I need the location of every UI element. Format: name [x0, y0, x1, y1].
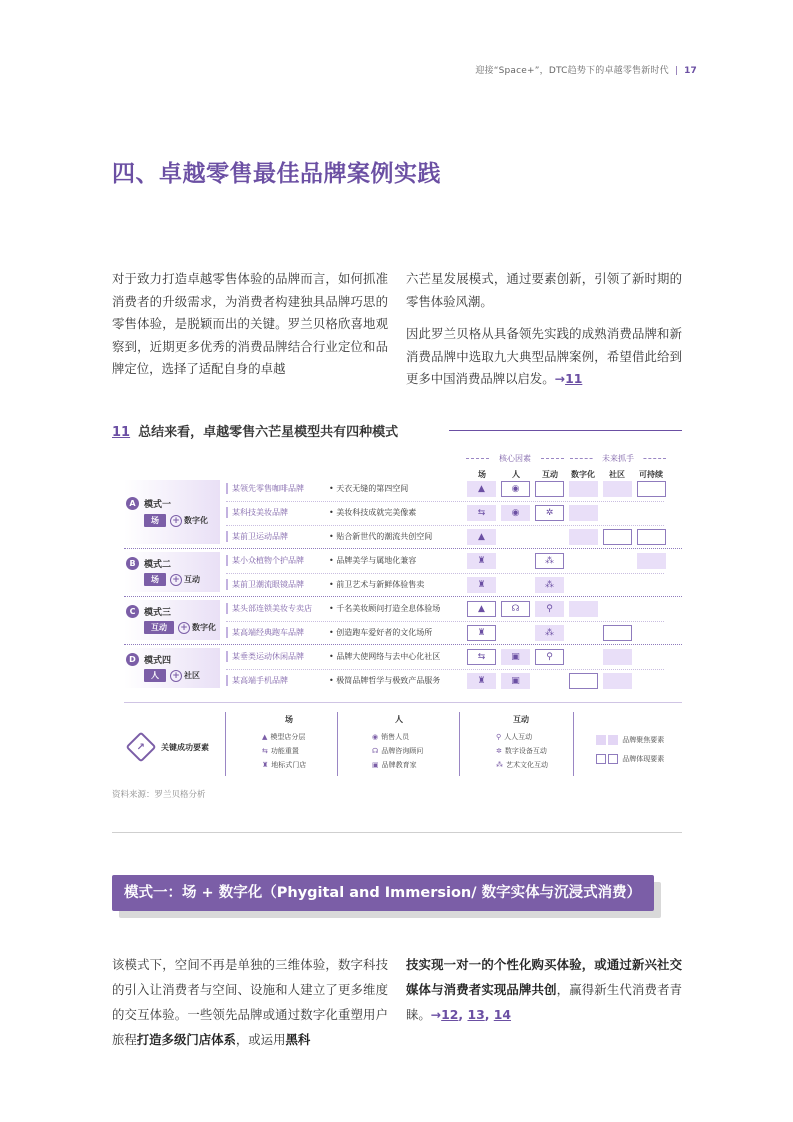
intro-right-p1: 六芒星发展模式，通过要素创新，引领了新时期的零售体验风潮。 [406, 271, 682, 309]
mode-separator [124, 644, 682, 645]
mode-one-banner: 模式一：场 + 数字化（Phygital and Immersion/ 数字实体与沉浸式消费） [112, 875, 654, 911]
figure-refs-link[interactable]: →12, 13, 14 [430, 1007, 512, 1022]
legend-divider [337, 712, 338, 776]
brand-a1: 某领先零售咖啡品牌 [226, 483, 304, 494]
mode-a-shade [124, 480, 220, 544]
cell-field-icon: ♜ [467, 553, 496, 569]
col-head-community: 社区 [609, 470, 625, 479]
cell-interaction-icon: ⚲ [535, 601, 564, 617]
legend-divider [573, 712, 574, 776]
cell-field-icon: ▲ [467, 601, 496, 617]
figure-title [112, 421, 682, 439]
cell-people-icon: ▣ [501, 673, 530, 689]
section-divider [112, 832, 682, 833]
cell-people-icon: ◉ [501, 505, 530, 521]
col-head-sustainable: 可持续 [639, 470, 663, 479]
running-header [475, 63, 697, 76]
cell-people-icon: ▣ [501, 649, 530, 665]
row-sep [226, 501, 664, 502]
legend-item: ▲ 模型店分层 [262, 733, 306, 741]
figure-title-rule [449, 430, 682, 431]
cell-empty [569, 673, 598, 689]
plus-icon: + [170, 574, 182, 586]
cell-interaction-icon: ⁂ [535, 625, 564, 641]
mode-d-formula: 人 + 社区 [144, 669, 200, 682]
col-head-people: 人 [512, 470, 520, 479]
mode-a-label: A 模式一 [126, 497, 171, 510]
mode-d-label: D 模式四 [126, 653, 171, 666]
desc-b1: • 品牌美学与属地化兼容 [329, 556, 417, 565]
mode-a-badge: A [126, 497, 139, 510]
cell-filled [603, 649, 632, 665]
body-left-column: 该模式下，空间不再是单独的三维体验，数字科技的引入让消费者与空间、设施和人建立了更多维度的交互体验。一些领先品牌或通过数字化重塑用户旅程打造多级门店体系，或运用黑科 [112, 957, 388, 1047]
mode-c-badge: C [126, 605, 139, 618]
cell-interaction-icon: ✲ [535, 505, 564, 521]
desc-b2: • 前卫艺术与新鲜体验售卖 [329, 580, 425, 589]
figure-legend [124, 712, 682, 776]
brand-a2: 某科技美妆品牌 [226, 507, 288, 518]
cell-field-icon: ♜ [467, 577, 496, 593]
row-sep [226, 669, 664, 670]
desc-a1: • 天衣无缝的第四空间 [329, 484, 409, 493]
mode-b-badge: B [126, 557, 139, 570]
cell-filled [569, 601, 598, 617]
cell-filled [569, 481, 598, 497]
brand-a3: 某前卫运动品牌 [226, 531, 288, 542]
legend-item: ◉ 销售人员 [372, 733, 410, 741]
figure-ref-link[interactable]: →11 [554, 371, 583, 386]
legend-head-people: 人 [395, 715, 403, 724]
cell-field-icon: ▲ [467, 481, 496, 497]
cell-empty [603, 625, 632, 641]
cell-people-icon: ◉ [501, 481, 530, 497]
cell-field-icon: ♜ [467, 625, 496, 641]
cell-filled [569, 505, 598, 521]
cell-field-icon: ▲ [467, 529, 496, 545]
figure-number: 11 [112, 425, 131, 440]
col-head-field: 场 [478, 470, 486, 479]
cell-filled [603, 481, 632, 497]
mode-d-badge: D [126, 653, 139, 666]
col-head-interaction: 互动 [542, 470, 558, 479]
desc-d1: • 品牌大使网络与去中心化社区 [329, 652, 441, 661]
desc-a3: • 贴合新世代的潮流共创空间 [329, 532, 433, 541]
running-title: 迎接“Space+”，DTC趋势下的卓越零售新时代 [475, 66, 669, 76]
figure-title-text: 总结来看，卓越零售六芒星模型共有四种模式 [138, 425, 399, 440]
cell-interaction-icon: ⁂ [535, 553, 564, 569]
row-sep [226, 525, 664, 526]
diamond-arrow-icon: ↗ [125, 731, 156, 762]
row-sep [226, 621, 664, 622]
legend-separator [124, 702, 682, 703]
mode-c-formula: 互动 + 数字化 [144, 621, 216, 634]
mode-separator [124, 596, 682, 597]
brand-b2: 某前卫潮流眼镜品牌 [226, 579, 304, 590]
legend-item: ▣ 品牌教育家 [372, 761, 417, 769]
row-sep [226, 573, 664, 574]
cell-filled [569, 529, 598, 545]
figure-source: 资料来源：罗兰贝格分析 [112, 790, 206, 800]
cell-filled [637, 553, 666, 569]
legend-divider [225, 712, 226, 776]
cell-empty [637, 481, 666, 497]
cell-interaction-icon: ⚲ [535, 649, 564, 665]
cell-interaction-icon: ⁂ [535, 577, 564, 593]
brand-d1: 某垂类运动休闲品牌 [226, 651, 304, 662]
cell-people-icon: ☊ [501, 601, 530, 617]
desc-d2: • 极简品牌哲学与极致产品服务 [329, 676, 441, 685]
intro-right-p2: 因此罗兰贝格从具备领先实践的成熟消费品牌和新消费品牌中选取九大典型品牌案例，希望借此给到更多中国消费品牌以启发。→11 [406, 326, 682, 386]
group-core-label: 核心因素 [490, 453, 540, 464]
legend-head-interaction: 互动 [513, 715, 529, 724]
cell-field-icon: ⇆ [467, 505, 496, 521]
mode-b-formula: 场 + 互动 [144, 573, 200, 586]
header-separator: | [674, 66, 679, 76]
desc-a2: • 美妆科技成就完美像素 [329, 508, 417, 517]
brand-c2: 某高端经典跑车品牌 [226, 627, 304, 638]
brand-d2: 某高端手机品牌 [226, 675, 288, 686]
legend-swatch-shown: 品牌体现要素 [596, 754, 664, 764]
cell-filled [603, 673, 632, 689]
legend-item: ✲ 数字设备互动 [496, 747, 547, 755]
intro-left-column [112, 268, 388, 381]
brand-c1: 某头部连锁美妆专卖店 [226, 603, 312, 614]
cell-field-icon: ⇆ [467, 649, 496, 665]
legend-head-field: 场 [285, 715, 293, 724]
mode-separator [124, 548, 682, 549]
intro-right-column [406, 268, 682, 391]
legend-divider [459, 712, 460, 776]
legend-item: ♜ 地标式门店 [262, 761, 307, 769]
cell-empty [603, 529, 632, 545]
mode-c-label: C 模式三 [126, 605, 171, 618]
legend-item: ⚲ 人人互动 [496, 733, 533, 741]
plus-icon: + [170, 515, 182, 527]
col-head-digital: 数字化 [571, 470, 595, 479]
mode-b-label: B 模式二 [126, 557, 171, 570]
legend-item: ⇆ 功能重置 [262, 747, 299, 755]
plus-icon: + [170, 670, 182, 682]
cell-empty [535, 481, 564, 497]
intro-left-text: 对于致力打造卓越零售体验的品牌而言，如何抓准消费者的升级需求，为消费者构建独具品牌巧思的零售体验，是脱颖而出的关键。罗兰贝格欣喜地观察到，近期更多优秀的消费品牌结合行业定位和品牌定位，选择了适配自身的卓越 [112, 271, 388, 376]
legend-item: ⁂ 艺术文化互动 [496, 761, 548, 769]
page-number: 17 [684, 66, 697, 76]
legend-swatch-focus: 品牌聚焦要素 [596, 735, 664, 745]
group-future-label: 未来抓手 [593, 453, 643, 464]
legend-item: ☊ 品牌咨询顾问 [372, 747, 424, 755]
cell-empty [637, 529, 666, 545]
desc-c1: • 千名美妆顾问打造全息体验场 [329, 604, 441, 613]
cell-field-icon: ♜ [467, 673, 496, 689]
mode-a-formula: 场 + 数字化 [144, 514, 208, 527]
section-title: 四、卓越零售最佳品牌案例实践 [112, 161, 441, 187]
plus-icon: + [178, 622, 190, 634]
body-right-column: 技实现一对一的个性化购买体验，或通过新兴社交媒体与消费者实现品牌共创，赢得新生代消费者青睐。→12, 13, 14 [406, 957, 683, 1022]
desc-c2: • 创造跑车爱好者的文化场所 [329, 628, 433, 637]
brand-b1: 某小众植物个护品牌 [226, 555, 304, 566]
legend-key: ↗ 关键成功要素 [130, 736, 209, 758]
